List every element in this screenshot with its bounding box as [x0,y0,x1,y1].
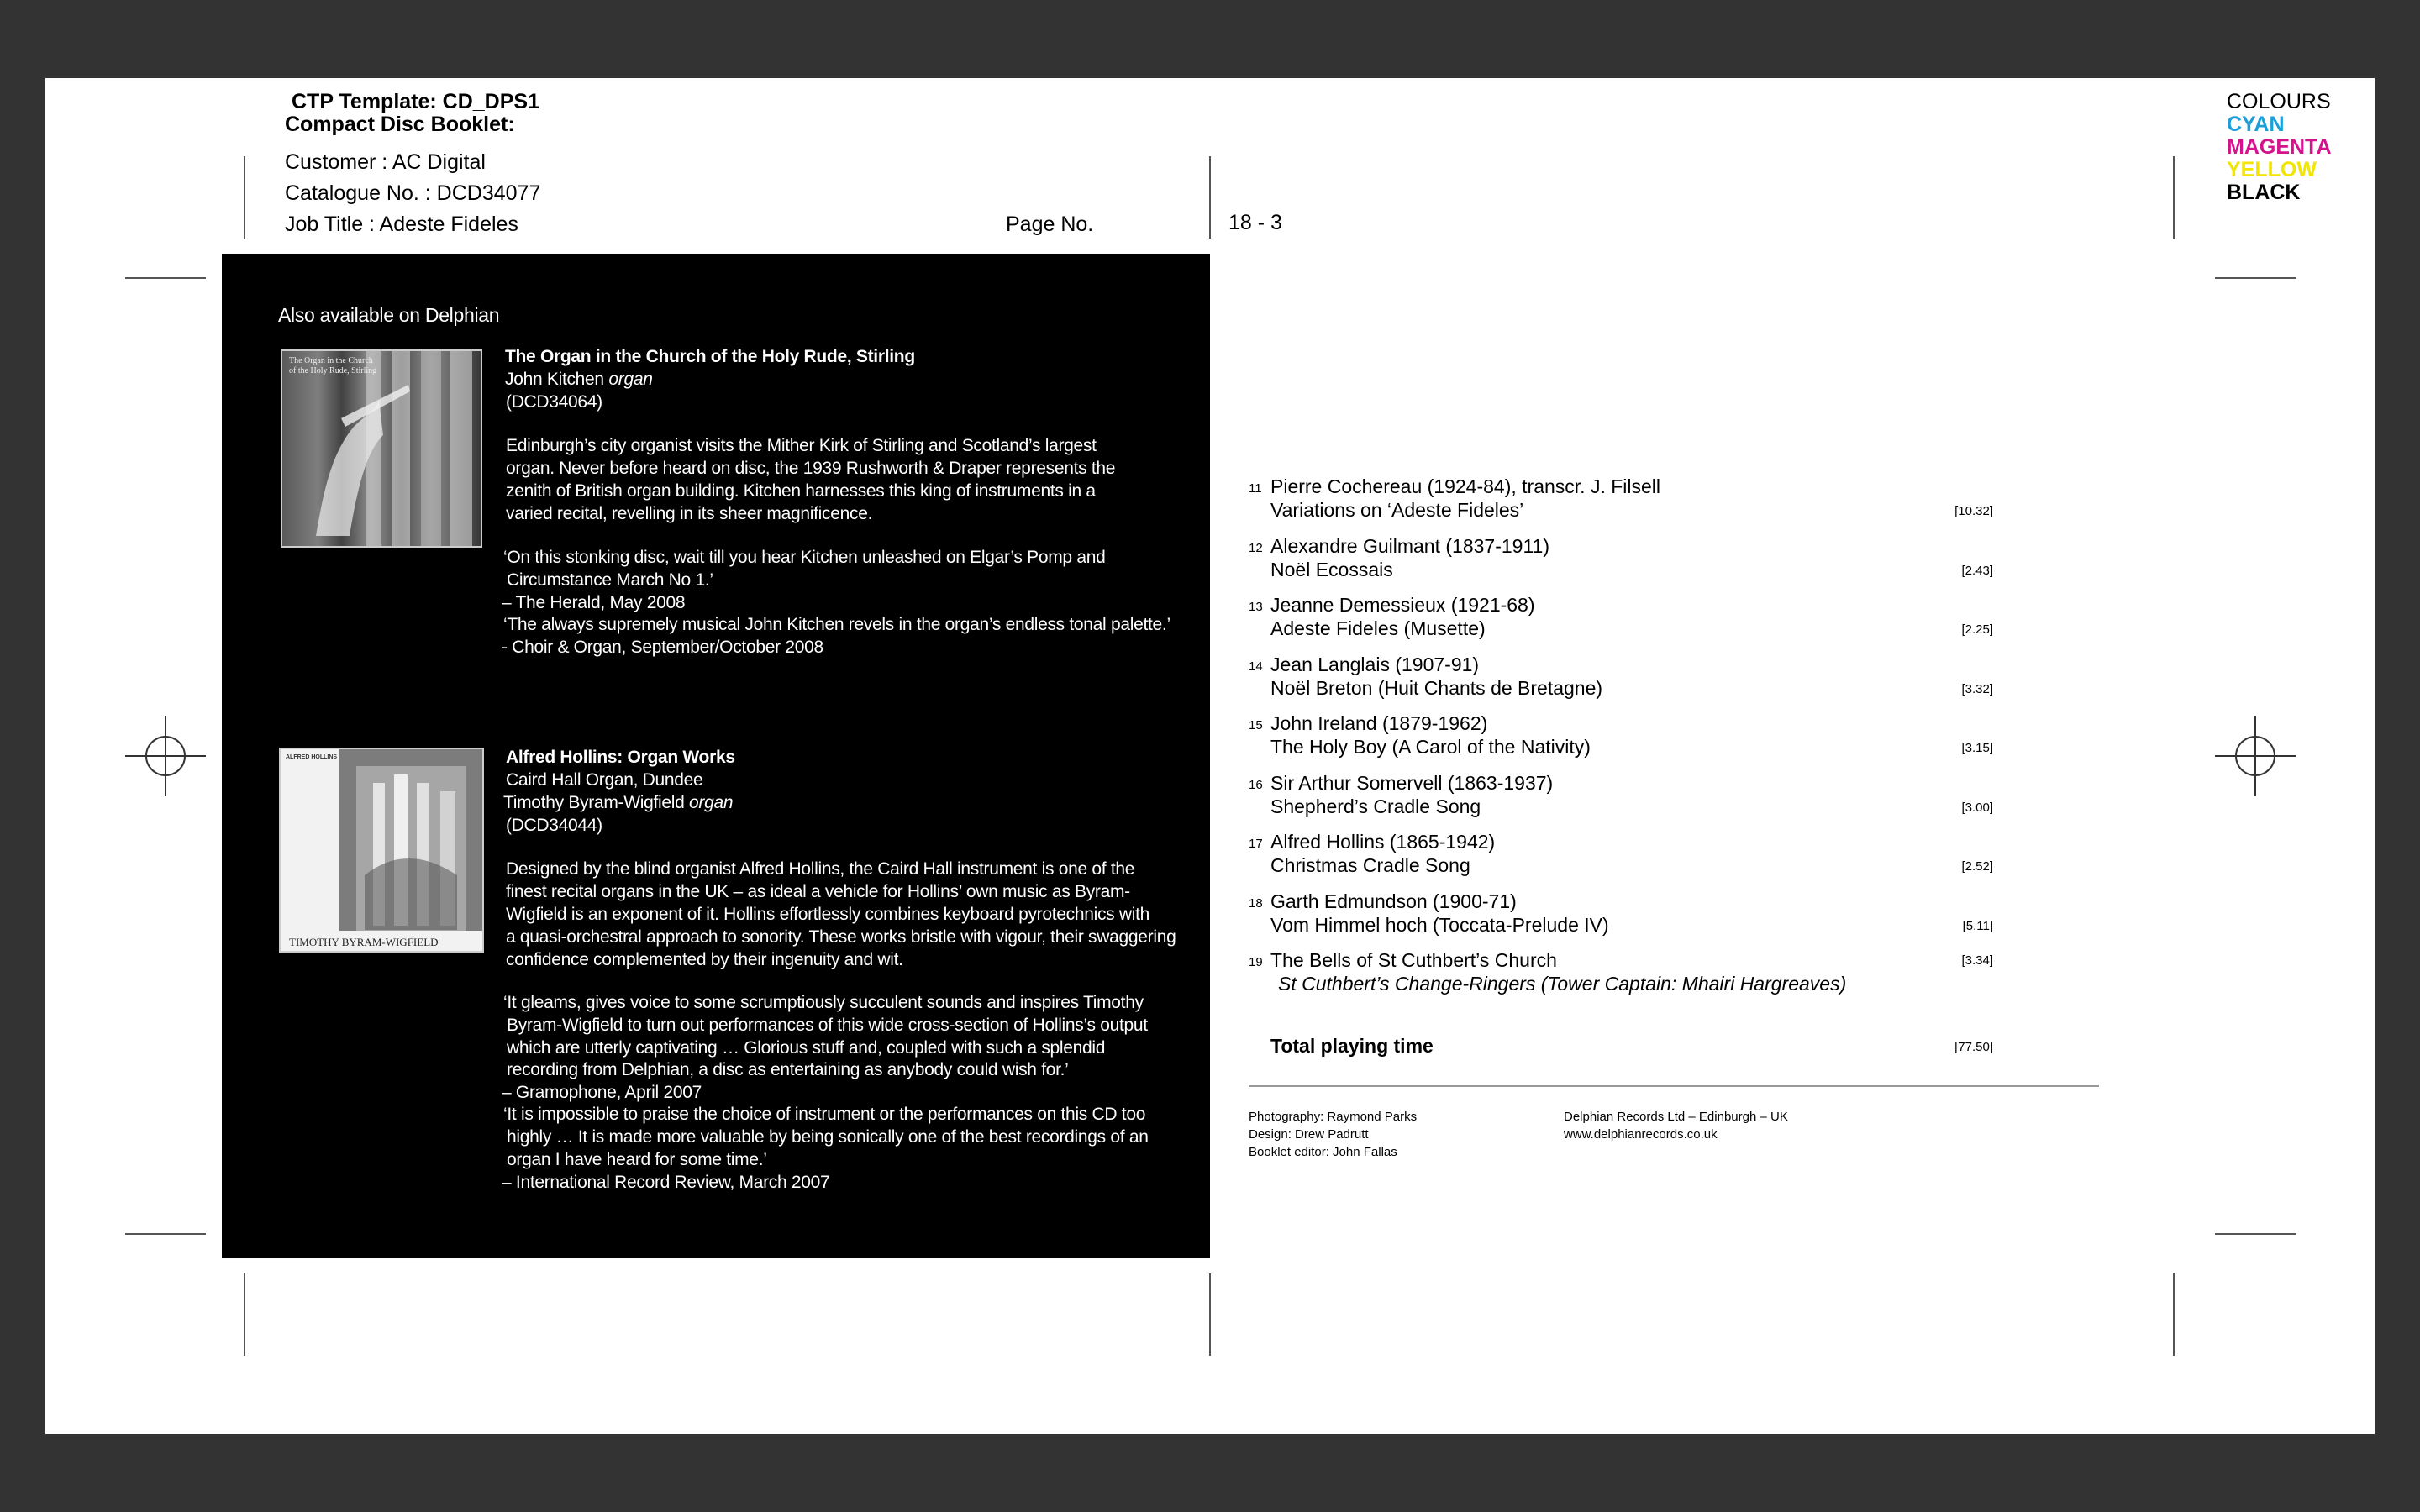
track-title: St Cuthbert’s Change-Ringers (Tower Captain: Mhairi Hargreaves) [1278,973,1847,995]
colour-magenta: MAGENTA [2227,135,2332,159]
track-duration: [10.32] [1954,504,1993,518]
track-duration: [2.52] [1961,859,1993,874]
album-2-review-line: Byram-Wigfield to turn out performances of this wide cross-section of Hollins’s output [507,1016,1148,1035]
album-2-desc-line: a quasi-orchestral approach to sonority. These works bristle with vigour, their swaggering [506,927,1176,947]
credit-line: Photography: Raymond Parks [1249,1110,1418,1124]
album-cover-hollins [279,748,484,953]
track-title: Christmas Cradle Song [1270,854,1470,876]
organ-pipes-image [282,351,482,548]
crop-mark [244,1273,245,1356]
album-2-title: Alfred Hollins: Organ Works [506,748,735,767]
album-2-review-line: ‘It gleams, gives voice to some scrumptiously succulent sounds and inspires Timothy [503,993,1144,1012]
track-number: 13 [1249,600,1263,614]
album-1-performer-role: organ [608,370,653,389]
album-2-desc-line: confidence complemented by their ingenuity and wit. [506,950,903,969]
crop-mark [125,277,206,279]
album-1-review-source: - Choir & Organ, September/October 2008 [502,638,823,657]
album-1-desc-line: organ. Never before heard on disc, the 1939 Rushworth & Draper represents the [506,459,1116,478]
album-1-desc-line: zenith of British organ building. Kitchen harnesses this king of instruments in a [506,481,1096,501]
track-number: 12 [1249,541,1263,555]
track-number: 14 [1249,659,1263,674]
album-2-review-line: which are utterly captivating … Glorious stuff and, coupled with such a splendid [507,1038,1106,1058]
track-duration: [5.11] [1962,919,1993,933]
job-title-label: Job Title : Adeste Fideles [285,213,518,236]
crop-mark [2215,1233,2296,1235]
credits-left [1249,1108,1417,1161]
track-title: Shepherd’s Cradle Song [1270,795,1481,817]
colours-heading: COLOURS [2227,90,2331,113]
template-label: CTP Template: CD_DPS1 [292,90,539,113]
colour-black: BLACK [2227,181,2301,204]
album-2-subtitle: Caird Hall Organ, Dundee [506,770,703,790]
track-composer: Sir Arthur Somervell (1863-1937) [1270,772,1554,794]
colour-cyan: CYAN [2227,113,2285,136]
crop-mark [244,156,245,239]
track-title: Noël Ecossais [1270,559,1393,580]
crop-mark [2173,1273,2175,1356]
track-composer: Alexandre Guilmant (1837-1911) [1270,535,1549,557]
album-2-desc-line: Wigfield is an exponent of it. Hollins effortlessly combines keyboard pyrotechnics with [506,905,1150,924]
track-number: 19 [1249,955,1263,969]
album-2-desc-line: Designed by the blind organist Alfred Hollins, the Caird Hall instrument is one of the [506,859,1135,879]
track-title: Noël Breton (Huit Chants de Bretagne) [1270,677,1603,699]
album-2-performer-name: Timothy Byram-Wigfield [503,793,685,812]
track-duration: [3.34] [1961,953,1993,968]
track-duration: [3.32] [1961,682,1993,696]
track-duration: [2.25] [1961,622,1993,637]
album-2-review-line: organ I have heard for some time.’ [507,1150,767,1169]
crop-mark [2173,156,2175,239]
fold-mark [1209,156,1211,239]
credit-line: Booklet editor: John Fallas [1249,1145,1397,1159]
booklet-label: Compact Disc Booklet: [285,113,515,136]
page-no-value: 18 - 3 [1228,211,1282,234]
track-composer: Garth Edmundson (1900-71) [1270,890,1517,912]
album-2-review-line: recording from Delphian, a disc as entertaining as anybody could wish for.’ [507,1060,1069,1079]
track-composer: John Ireland (1879-1962) [1270,712,1488,734]
track-duration: [3.00] [1961,801,1993,815]
divider-line [1249,1085,2099,1087]
album-2-review-line: ‘It is impossible to praise the choice of instrument or the performances on this CD too [503,1105,1146,1124]
credit-line: Design: Drew Padrutt [1249,1127,1369,1142]
label-line: Delphian Records Ltd – Edinburgh – UK [1564,1110,1788,1124]
customer-label: Customer : AC Digital [285,150,486,174]
cover-top-text: ALFRED HOLLINS [286,754,338,760]
crop-mark [2215,277,2296,279]
album-1-performer-name: John Kitchen [505,370,604,389]
track-number: 15 [1249,718,1263,732]
album-1-review-line: ‘On this stonking disc, wait till you hear Kitchen unleashed on Elgar’s Pomp and [503,548,1106,567]
album-2-desc-line: finest recital organs in the UK – as ideal a vehicle for Hollins’ own music as Byram- [506,882,1130,901]
cover-bottom-text: TIMOTHY BYRAM-WIGFIELD [289,936,439,948]
fold-mark [1209,1273,1211,1356]
album-1-review-line: ‘The always supremely musical John Kitchen revels in the organ’s endless tonal palette.’ [503,615,1171,634]
track-title: The Holy Boy (A Carol of the Nativity) [1270,736,1591,758]
also-available-panel [222,254,1210,1258]
album-2-performer [503,792,733,815]
track-duration: [2.43] [1961,564,1993,578]
cover-title-text: The Organ in the Church of the Holy Rude, Stirling [289,356,377,375]
track-composer: Jeanne Demessieux (1921-68) [1270,594,1535,616]
colour-yellow: YELLOW [2227,158,2317,181]
track-number: 11 [1249,481,1262,496]
track-number: 17 [1249,837,1263,851]
total-playing-time-value: [77.50] [1954,1040,1993,1054]
caird-hall-image [281,749,484,953]
album-2-catalogue: (DCD34044) [506,816,602,835]
also-available-heading: Also available on Delphian [278,304,500,326]
track-composer: Pierre Cochereau (1924-84), transcr. J. Filsell [1270,475,1661,497]
total-playing-time-label: Total playing time [1270,1035,1434,1057]
track-title: Variations on ‘Adeste Fideles’ [1270,499,1524,521]
track-title: Adeste Fideles (Musette) [1270,617,1486,639]
catalogue-label: Catalogue No. : DCD34077 [285,181,541,205]
track-composer: The Bells of St Cuthbert’s Church [1270,949,1557,971]
track-number: 16 [1249,778,1263,792]
track-composer: Jean Langlais (1907-91) [1270,654,1480,675]
track-duration: [3.15] [1961,741,1993,755]
colours-key [2227,91,2332,204]
album-1-desc-line: varied recital, revelling in its sheer magnificence. [506,504,873,523]
album-cover-holy-rude [281,349,482,548]
registration-mark-right [2215,716,2296,796]
album-2-review-source: – Gramophone, April 2007 [502,1083,702,1102]
crop-mark [125,1233,206,1235]
track-number: 18 [1249,896,1263,911]
album-1-review-source: – The Herald, May 2008 [502,593,686,612]
website-line: www.delphianrecords.co.uk [1564,1127,1718,1142]
registration-mark-left [125,716,206,796]
album-1-catalogue: (DCD34064) [506,392,602,412]
album-1-performer [505,369,653,391]
page-no-label: Page No. [1006,213,1094,236]
album-1-title: The Organ in the Church of the Holy Rude, Stirling [505,347,915,366]
album-1-review-line: Circumstance March No 1.’ [507,570,713,590]
album-2-review-line: highly … It is made more valuable by being sonically one of the best recordings of an [507,1127,1149,1147]
track-composer: Alfred Hollins (1865-1942) [1270,831,1496,853]
album-2-review-source: – International Record Review, March 2007 [502,1173,830,1192]
album-1-desc-line: Edinburgh’s city organist visits the Mither Kirk of Stirling and Scotland’s largest [506,436,1097,455]
credits-right [1564,1108,1788,1143]
album-2-performer-role: organ [689,793,734,812]
track-title: Vom Himmel hoch (Toccata-Prelude IV) [1270,914,1609,936]
